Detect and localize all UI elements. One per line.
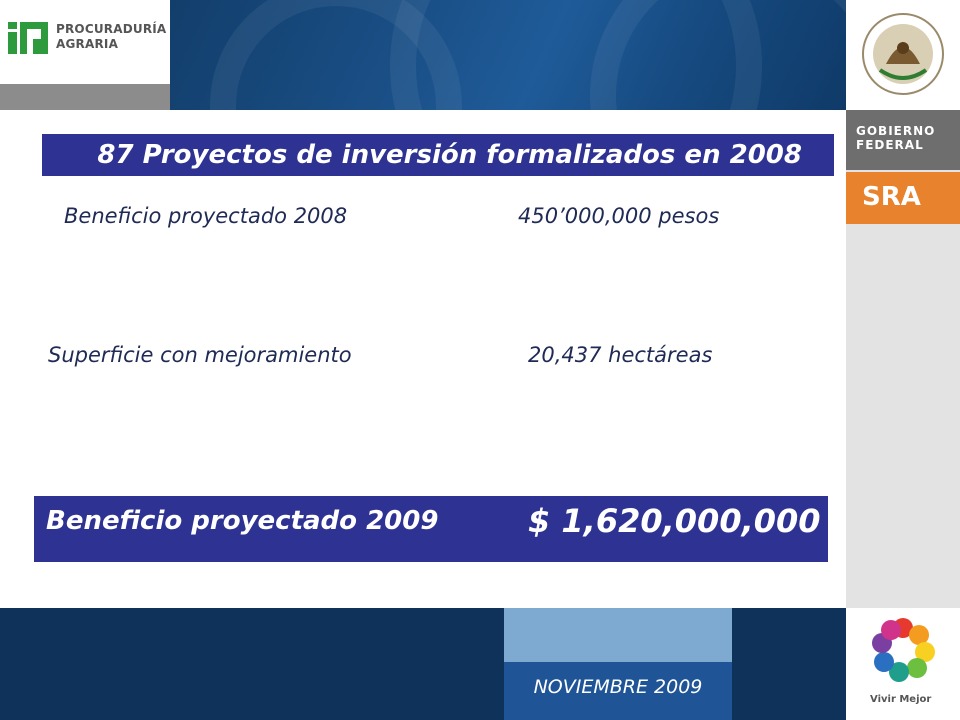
footer-light-block	[504, 608, 732, 662]
org-name-line1: PROCURADURÍA	[56, 22, 167, 36]
vivir-mejor-flower-icon	[846, 608, 960, 688]
vivir-mejor-text: Vivir Mejor	[870, 694, 932, 705]
mexican-seal-icon	[846, 0, 960, 110]
gobierno-federal-text	[856, 124, 935, 152]
highlight-label: Beneficio proyectado 2009	[46, 506, 439, 536]
slide-title-text: 87 Proyectos de inversión formalizados en 2008	[97, 140, 802, 170]
header-gray-strip	[0, 84, 170, 110]
row-value-superficie: 20,437 hectáreas	[528, 343, 713, 367]
national-seal	[846, 0, 960, 110]
highlight-value: $ 1,620,000,000	[528, 502, 821, 540]
row-label-beneficio-2008: Beneficio proyectado 2008	[64, 204, 348, 228]
row-label-superficie: Superficie con mejoramiento	[48, 343, 352, 367]
footer-date: NOVIEMBRE 2009	[533, 676, 703, 698]
gobierno-line2: FEDERAL	[856, 138, 924, 152]
sra-label: SRA	[862, 182, 921, 212]
org-name-line2: AGRARIA	[56, 37, 119, 51]
row-value-beneficio-2008: 450’000,000 pesos	[518, 204, 720, 228]
org-name	[56, 22, 166, 52]
procuraduria-logo-mark-icon	[8, 22, 48, 54]
slide-title	[42, 134, 834, 176]
header-band	[170, 0, 846, 110]
gobierno-line1: GOBIERNO	[856, 124, 936, 138]
